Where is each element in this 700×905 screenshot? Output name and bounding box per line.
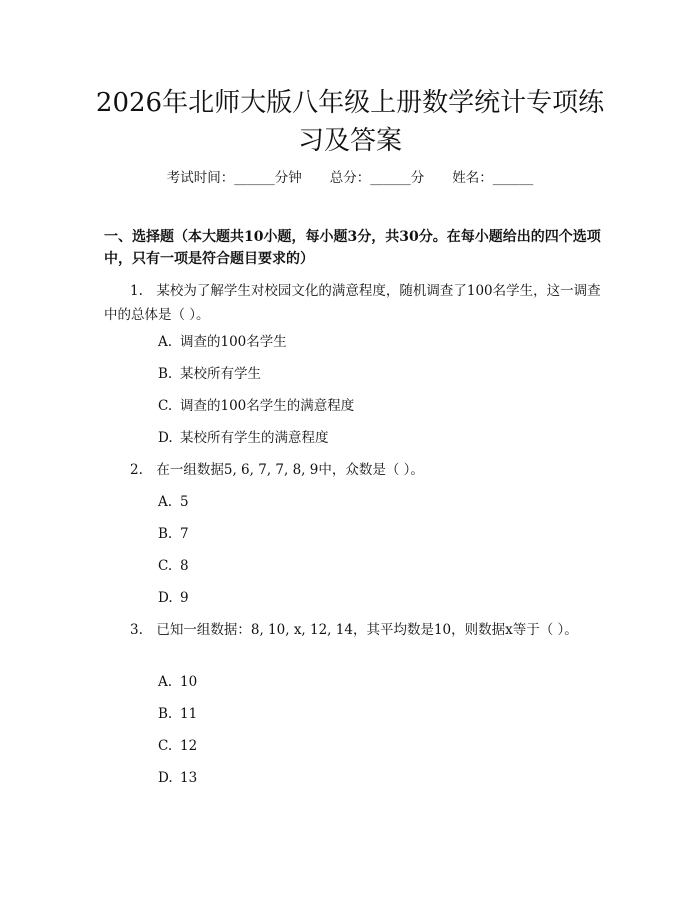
- question-1-option-d: [158, 428, 329, 448]
- option-text: 10: [180, 674, 198, 690]
- question-3-option-a: [158, 672, 197, 692]
- option-text: 调查的100名学生的满意程度: [180, 398, 355, 414]
- question-3-option-c: [158, 736, 197, 756]
- exam-time-label: 考试时间：______分钟: [166, 170, 302, 186]
- option-text: 7: [180, 526, 189, 542]
- document-title: 2026年北师大版八年级上册数学统计专项练习及答案: [95, 88, 605, 156]
- question-1-text: 1. 某校为了解学生对校园文化的满意程度，随机调查了100名学生，这一调查中的总体是（ ）。: [104, 283, 601, 323]
- option-letter: D.: [158, 430, 173, 446]
- name-label: 姓名：______: [452, 170, 534, 186]
- question-1-option-c: [158, 396, 354, 416]
- option-text: 调查的100名学生: [180, 334, 287, 350]
- question-2-option-b: [158, 524, 189, 544]
- option-letter: D.: [158, 590, 173, 606]
- option-text: 某校所有学生: [180, 366, 261, 382]
- option-letter: B.: [158, 706, 173, 722]
- question-3-text: 3. 已知一组数据：8, 10, x, 12, 14，其平均数是10，则数据x等于（ ）。: [130, 622, 578, 638]
- option-text: 12: [180, 738, 198, 754]
- option-text: 9: [180, 590, 189, 606]
- question-3-option-b: [158, 704, 197, 724]
- option-letter: A.: [158, 674, 173, 690]
- option-letter: A.: [158, 494, 173, 510]
- option-text: 13: [180, 770, 198, 786]
- question-2-text: 2. 在一组数据5, 6, 7, 7, 8, 9中，众数是（ ）。: [130, 462, 424, 478]
- option-text: 11: [180, 706, 198, 722]
- option-text: 5: [180, 494, 189, 510]
- option-text: 某校所有学生的满意程度: [180, 430, 329, 446]
- option-letter: B.: [158, 366, 173, 382]
- option-letter: D.: [158, 770, 173, 786]
- question-1-option-a: [158, 332, 287, 352]
- question-2-option-a: [158, 492, 189, 512]
- option-letter: C.: [158, 738, 173, 754]
- question-2-option-c: [158, 556, 189, 576]
- option-letter: B.: [158, 526, 173, 542]
- exam-meta: [0, 168, 700, 188]
- option-letter: A.: [158, 334, 173, 350]
- section-heading: 一、选择题（本大题共10小题，每小题3分，共30分。在每小题给出的四个选项中，只有一项是符合题目要求的）: [104, 229, 601, 267]
- question-3-option-d: [158, 768, 197, 788]
- option-letter: C.: [158, 398, 173, 414]
- option-text: 8: [180, 558, 189, 574]
- question-1-option-b: [158, 364, 261, 384]
- question-2-option-d: [158, 588, 189, 608]
- option-letter: C.: [158, 558, 173, 574]
- total-score-label: 总分：______分: [329, 170, 425, 186]
